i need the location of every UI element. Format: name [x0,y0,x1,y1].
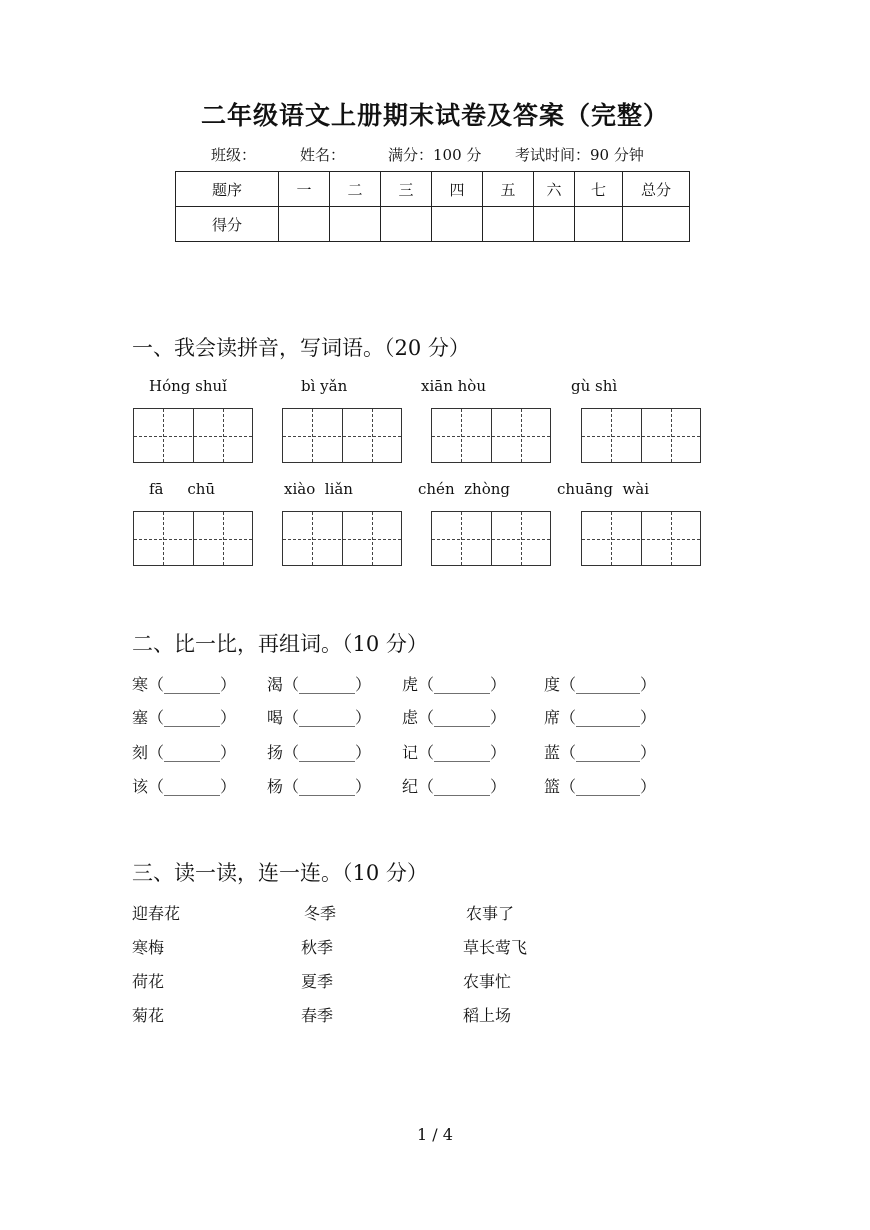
score-blank-cell [279,207,330,242]
score-blank-cell [381,207,432,242]
score-table-header-row [176,172,690,207]
writing-grid[interactable] [431,511,551,566]
writing-grid[interactable] [581,408,701,463]
score-table [175,171,690,242]
writing-grid[interactable] [581,511,701,566]
class-label: 班级： [211,146,257,164]
score-header-cell: 六 [534,172,575,207]
word-blank[interactable]: 扬（_______） [267,743,372,762]
writing-grid[interactable] [133,408,253,463]
word-blank[interactable]: 虑（_______） [402,708,507,727]
word-blank[interactable]: 篮（________） [544,777,657,796]
pinyin-label: chén zhòng [418,480,510,498]
score-table-score-row [176,207,690,242]
word-blank[interactable]: 该（_______） [132,777,237,796]
writing-grid[interactable] [282,511,402,566]
flower-item[interactable]: 菊花 [132,1006,165,1025]
score-header-cell: 三 [381,172,432,207]
activity-item[interactable]: 农事忙 [463,972,512,991]
score-row-label: 得分 [176,207,279,242]
score-header-cell: 题序 [176,172,279,207]
activity-item[interactable]: 稻上场 [463,1006,512,1025]
score-header-cell: 五 [483,172,534,207]
flower-item[interactable]: 寒梅 [132,938,165,957]
page-number: 1 / 4 [417,1125,453,1144]
score-header-cell: 四 [432,172,483,207]
page-title: 二年级语文上册期末试卷及答案（完整） [200,101,669,130]
season-item[interactable]: 夏季 [301,972,334,991]
full-score-label: 满分：100 分 [388,146,482,164]
score-header-cell: 一 [279,172,330,207]
flower-item[interactable]: 荷花 [132,972,165,991]
pinyin-label: xiào liǎn [284,480,353,498]
word-blank[interactable]: 席（________） [544,708,657,727]
activity-item[interactable]: 农事了 [466,904,515,923]
flower-item[interactable]: 迎春花 [132,904,181,923]
section1-heading: 一、我会读拼音，写词语。（20 分） [132,336,470,360]
writing-grid[interactable] [282,408,402,463]
name-label: 姓名： [300,146,346,164]
word-blank[interactable]: 刻（_______） [132,743,237,762]
word-blank[interactable]: 塞（_______） [132,708,237,727]
word-blank[interactable]: 渴（_______） [267,675,372,694]
score-header-cell: 总分 [623,172,690,207]
pinyin-label: Hóng shuǐ [149,377,227,395]
word-blank[interactable]: 喝（_______） [267,708,372,727]
word-blank[interactable]: 度（________） [544,675,657,694]
word-blank[interactable]: 记（_______） [402,743,507,762]
score-blank-cell [483,207,534,242]
score-blank-cell [330,207,381,242]
season-item[interactable]: 秋季 [301,938,334,957]
score-header-cell: 七 [575,172,623,207]
writing-grid[interactable] [133,511,253,566]
season-item[interactable]: 冬季 [304,904,337,923]
word-blank[interactable]: 杨（_______） [267,777,372,796]
pinyin-label: fā chū [149,480,216,498]
pinyin-label: xiān hòu [421,377,486,395]
word-blank[interactable]: 虎（_______） [402,675,507,694]
word-blank[interactable]: 纪（_______） [402,777,507,796]
season-item[interactable]: 春季 [301,1006,334,1025]
pinyin-label: chuāng wài [557,480,650,498]
word-blank[interactable]: 寒（_______） [132,675,237,694]
score-blank-cell [534,207,575,242]
score-blank-cell [575,207,623,242]
score-blank-cell [432,207,483,242]
section2-heading: 二、比一比，再组词。（10 分） [132,632,428,656]
pinyin-label: bì yǎn [301,377,348,395]
score-blank-cell [623,207,690,242]
activity-item[interactable]: 草长莺飞 [463,938,528,957]
exam-time-label: 考试时间：90 分钟 [515,146,644,164]
pinyin-label: gù shì [571,377,618,395]
word-blank[interactable]: 蓝（________） [544,743,657,762]
writing-grid[interactable] [431,408,551,463]
score-header-cell: 二 [330,172,381,207]
section3-heading: 三、读一读，连一连。（10 分） [132,861,428,885]
